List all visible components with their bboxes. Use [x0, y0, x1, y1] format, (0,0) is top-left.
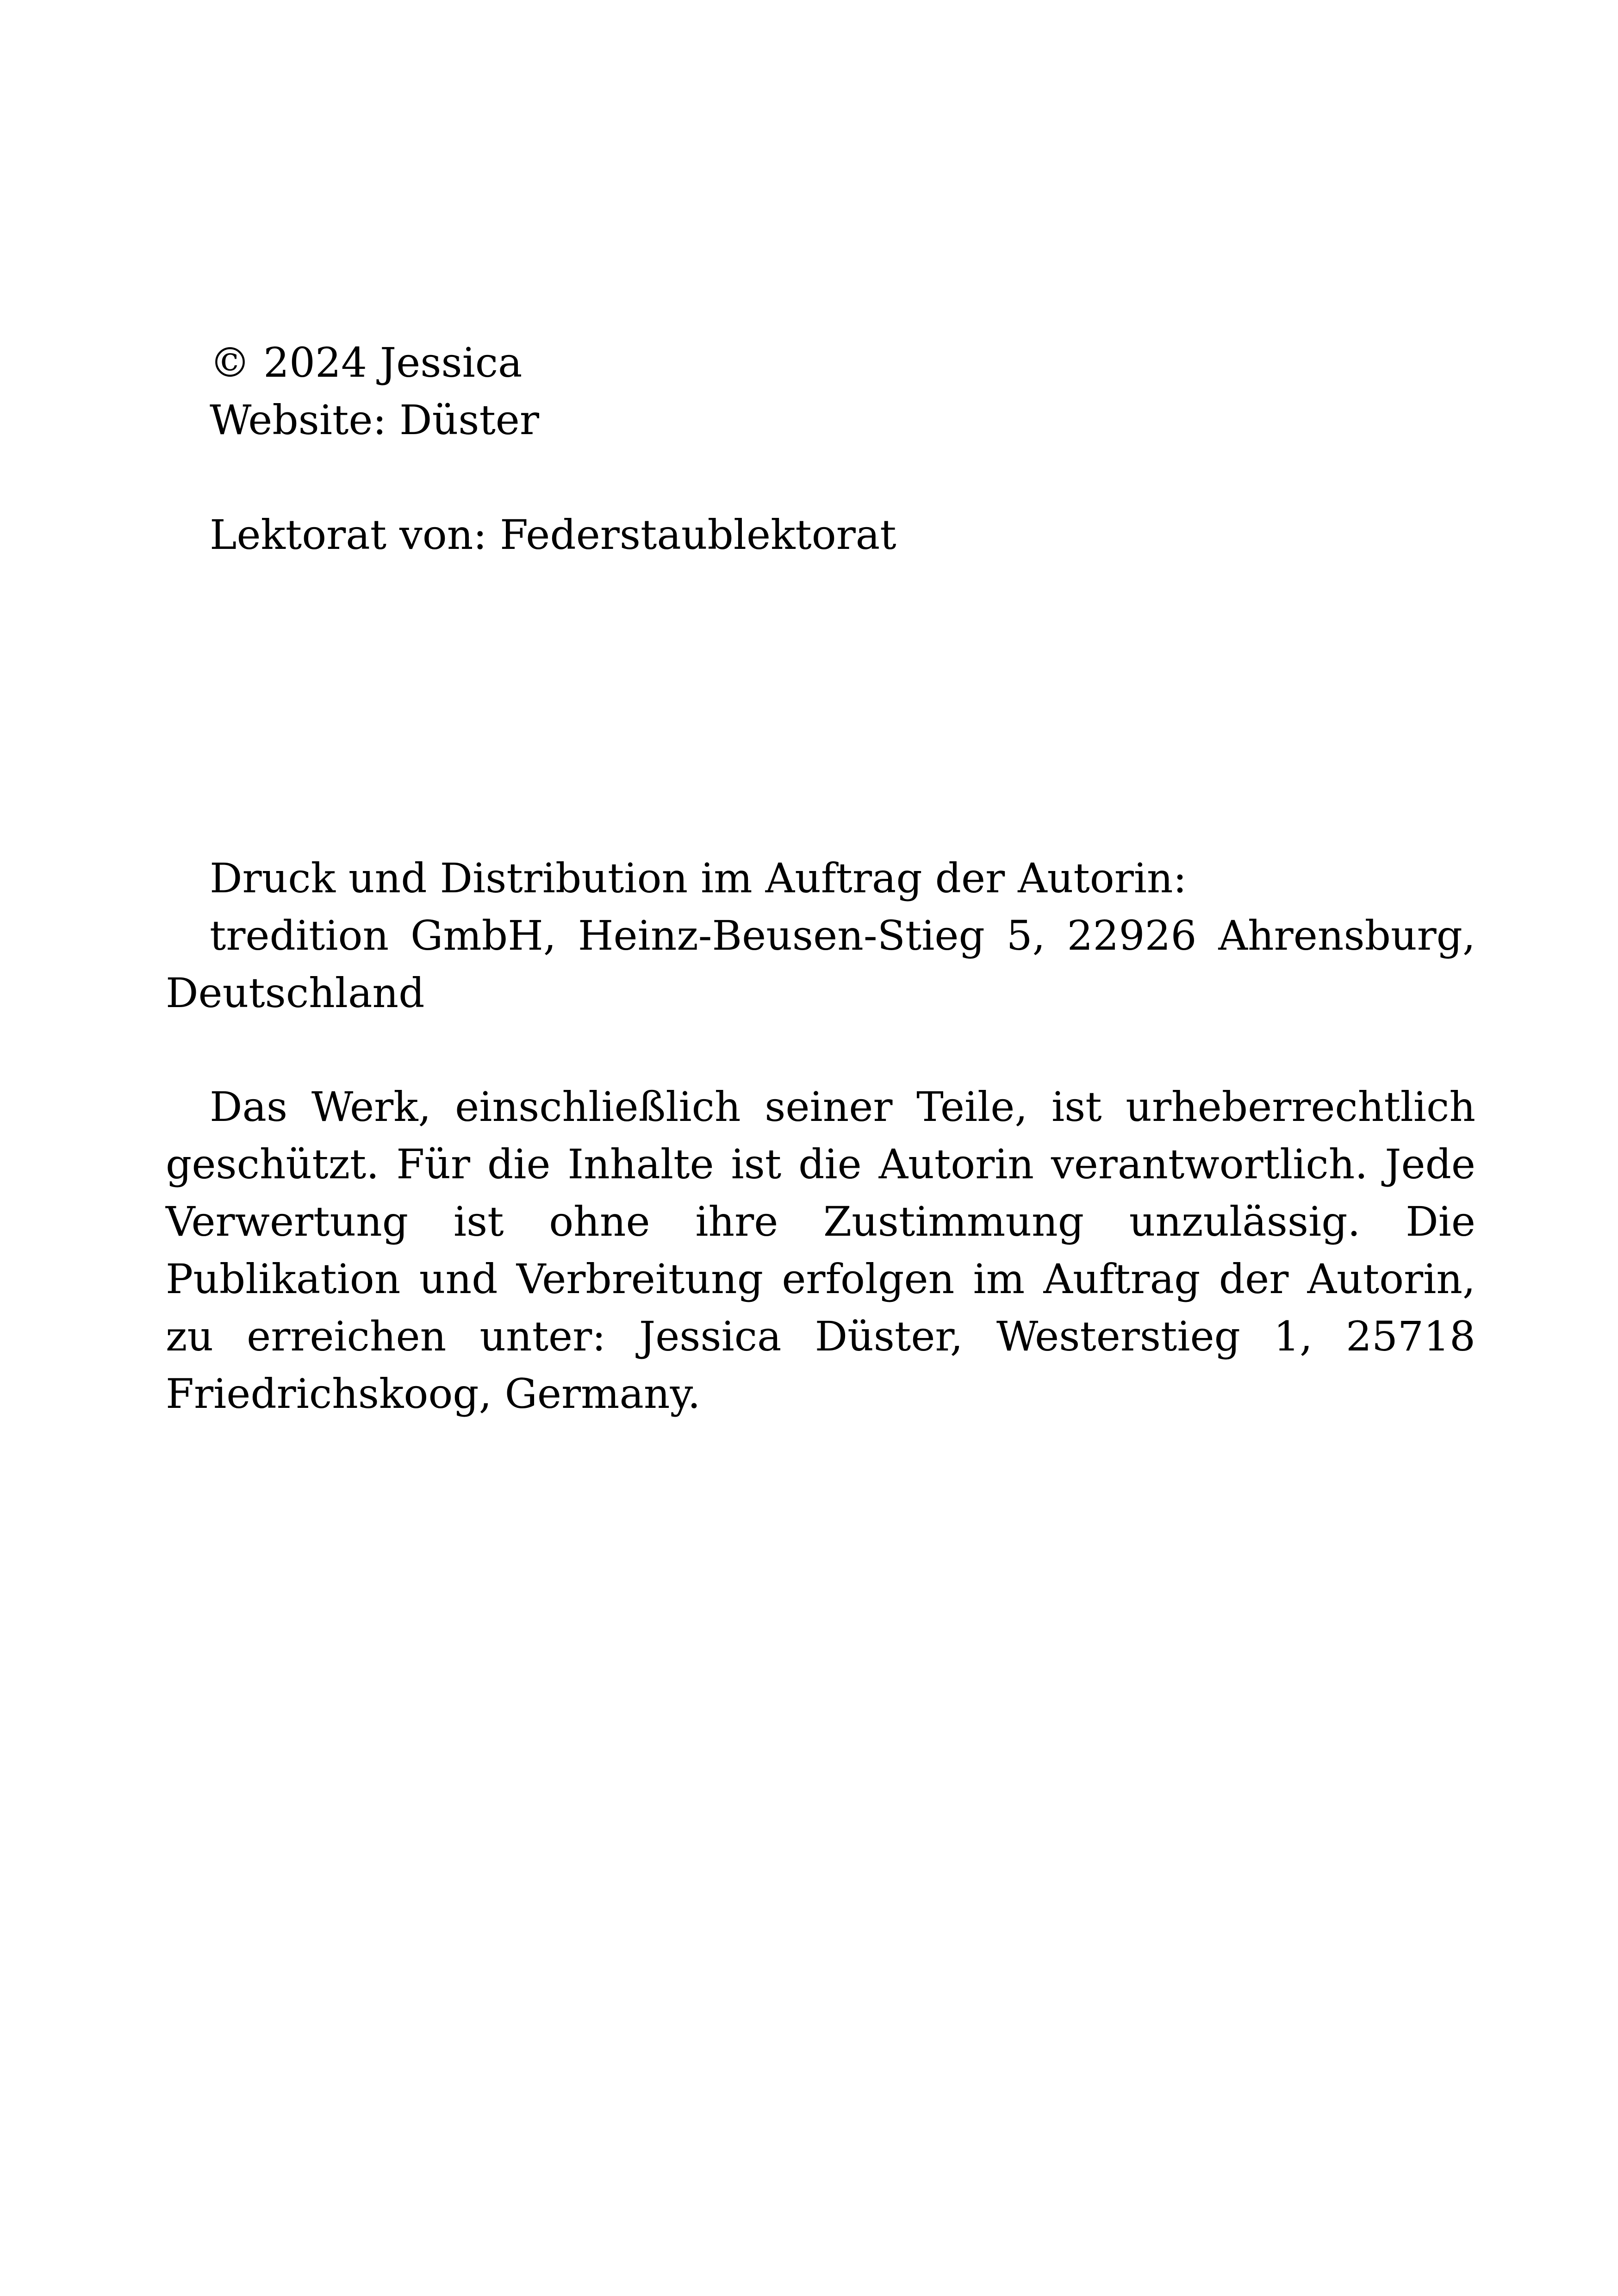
editing-block: [166, 506, 1475, 564]
editing-line: Lektorat von: Federstaublektorat: [210, 511, 896, 559]
publisher-address: tredition GmbH, Heinz-Beusen-Stieg 5, 22926 Ahrensburg, Deutschland: [166, 912, 1475, 1017]
copyright-block: [166, 334, 1475, 449]
rights-paragraph: Das Werk, einschließlich seiner Teile, ist urheberrechtlich geschützt. Für die Inhalte ist die Autorin verantwortlich. Jede Verwertung ist ohne ihre Zustimmung unzulässig. Die Publikation und Verbreitung erfolgen im Auftrag der Autorin, zu erreichen unter: Jessica Düster, Westerstieg 1, 25718 Friedrichskoog, Germany.: [166, 1083, 1475, 1418]
printing-intro-line: Druck und Distribution im Auftrag der Autorin:: [210, 854, 1187, 902]
copyright-line: © 2024 Jessica: [210, 339, 523, 386]
rights-block: [166, 1078, 1475, 1423]
printing-block: [166, 850, 1475, 1022]
website-line: Website: Düster: [210, 396, 539, 444]
